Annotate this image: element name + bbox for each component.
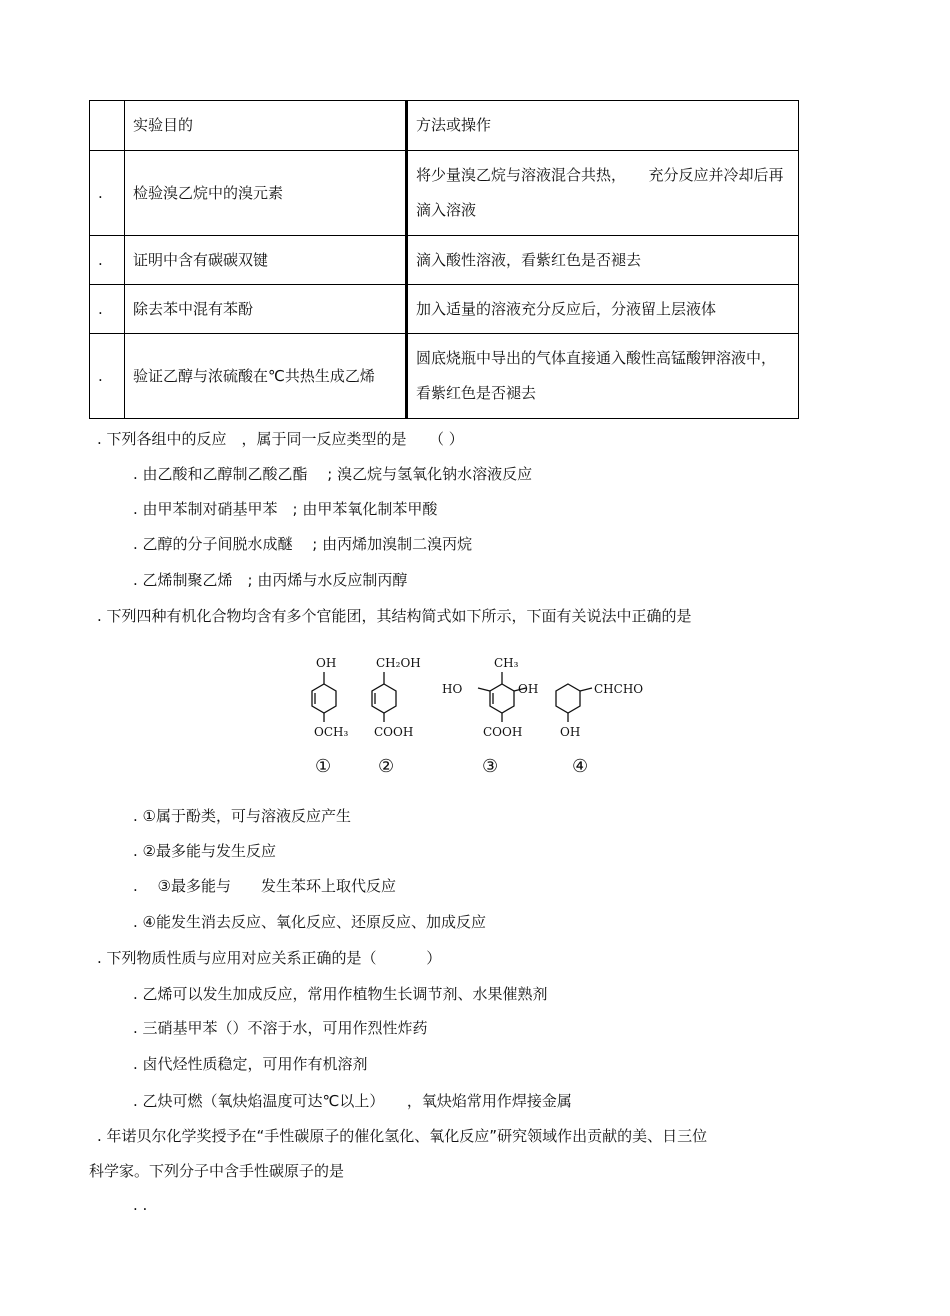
row-purpose: 验证乙醇与浓硫酸在℃共热生成乙烯 (125, 334, 407, 419)
s3-right-label: OH (518, 682, 539, 696)
question-stem: . 下列各组中的反应 ，属于同一反应类型的是 （ ） (97, 430, 464, 448)
structure-4 (556, 684, 592, 722)
row-index: . (90, 236, 125, 285)
table-row (90, 236, 799, 285)
s3-bottom-label: COOH (483, 725, 523, 739)
option-b: . ②最多能与发生反应 (133, 842, 276, 860)
question-stem: . 下列四种有机化合物均含有多个官能团，其结构简式如下所示，下面有关说法中正确的是 (97, 607, 692, 625)
row-purpose: 除去苯中混有苯酚 (125, 285, 407, 334)
option-a: . 由乙酸和乙醇制乙酸乙酯 ; 溴乙烷与氢氧化钠水溶液反应 (133, 465, 533, 483)
question-stem-line1: . 年诺贝尔化学奖授予在“手性碳原子的催化氢化、氧化反应”研究领域作出贡献的美、日三位 (97, 1127, 708, 1145)
row-method: 加入适量的溶液充分反应后，分液留上层液体 (407, 285, 799, 334)
row-method: 将少量溴乙烷与溶液混合共热， 充分反应并冷却后再滴入溶液 (407, 151, 799, 236)
row-index: . (90, 334, 125, 419)
option-d: . ④能发生消去反应、氧化反应、还原反应、加成反应 (133, 913, 486, 931)
table-header-row (90, 101, 799, 151)
option-a: . 乙烯可以发生加成反应，常用作植物生长调节剂、水果催熟剂 (133, 985, 548, 1003)
row-index: . (90, 151, 125, 236)
option-d: . 乙烯制聚乙烯 ; 由丙烯与水反应制丙醇 (133, 571, 408, 589)
option-b: . 由甲苯制对硝基甲苯 ; 由甲苯氧化制苯甲酸 (133, 500, 438, 518)
option-c: . 乙醇的分子间脱水成醚 ; 由丙烯加溴制二溴丙烷 (133, 535, 473, 553)
s4-bottom-label: OH (560, 725, 581, 739)
option-d: . 乙炔可燃（氧炔焰温度可达℃以上） ，氧炔焰常用作焊接金属 (133, 1092, 572, 1110)
s3-number: ③ (482, 756, 499, 777)
header-cell (90, 101, 125, 151)
option-a: . ①属于酚类，可与溶液反应产生 (133, 807, 351, 825)
s2-number: ② (378, 756, 395, 777)
s1-bottom-label: OCH₃ (314, 725, 349, 739)
s3-top-label: CH₃ (494, 656, 519, 670)
table-row (90, 151, 799, 236)
header-cell: 方法或操作 (407, 101, 799, 151)
structure-1 (312, 672, 336, 722)
table-row (90, 285, 799, 334)
option-b: . 三硝基甲苯（）不溶于水，可用作烈性炸药 (133, 1019, 428, 1037)
row-method: 圆底烧瓶中导出的气体直接通入酸性高锰酸钾溶液中，看紫红色是否褪去 (407, 334, 799, 419)
row-purpose: 检验溴乙烷中的溴元素 (125, 151, 407, 236)
chemical-structures (296, 650, 656, 782)
header-cell: 实验目的 (125, 101, 407, 151)
s2-top-label: CH₂OH (376, 656, 421, 670)
row-method: 滴入酸性溶液，看紫红色是否褪去 (407, 236, 799, 285)
experiment-table (89, 100, 799, 419)
s1-number: ① (315, 756, 332, 777)
option-c: . ③最多能与 发生苯环上取代反应 (133, 877, 396, 895)
question-stem: . 下列物质性质与应用对应关系正确的是（ ） (97, 949, 442, 967)
s2-bottom-label: COOH (374, 725, 414, 739)
row-index: . (90, 285, 125, 334)
s1-top-label: OH (316, 656, 337, 670)
s3-left-label: HO (442, 682, 463, 696)
s4-right-label: CHCHO (594, 682, 644, 696)
table-row (90, 334, 799, 419)
row-purpose: 证明中含有碳碳双键 (125, 236, 407, 285)
structure-3 (478, 672, 526, 722)
option-c: . 卤代烃性质稳定，可用作有机溶剂 (133, 1055, 368, 1073)
s4-number: ④ (572, 756, 589, 777)
question-stem-line2: 科学家。下列分子中含手性碳原子的是 (89, 1162, 345, 1180)
structure-2 (372, 672, 396, 722)
question-tail: . . (133, 1196, 148, 1214)
